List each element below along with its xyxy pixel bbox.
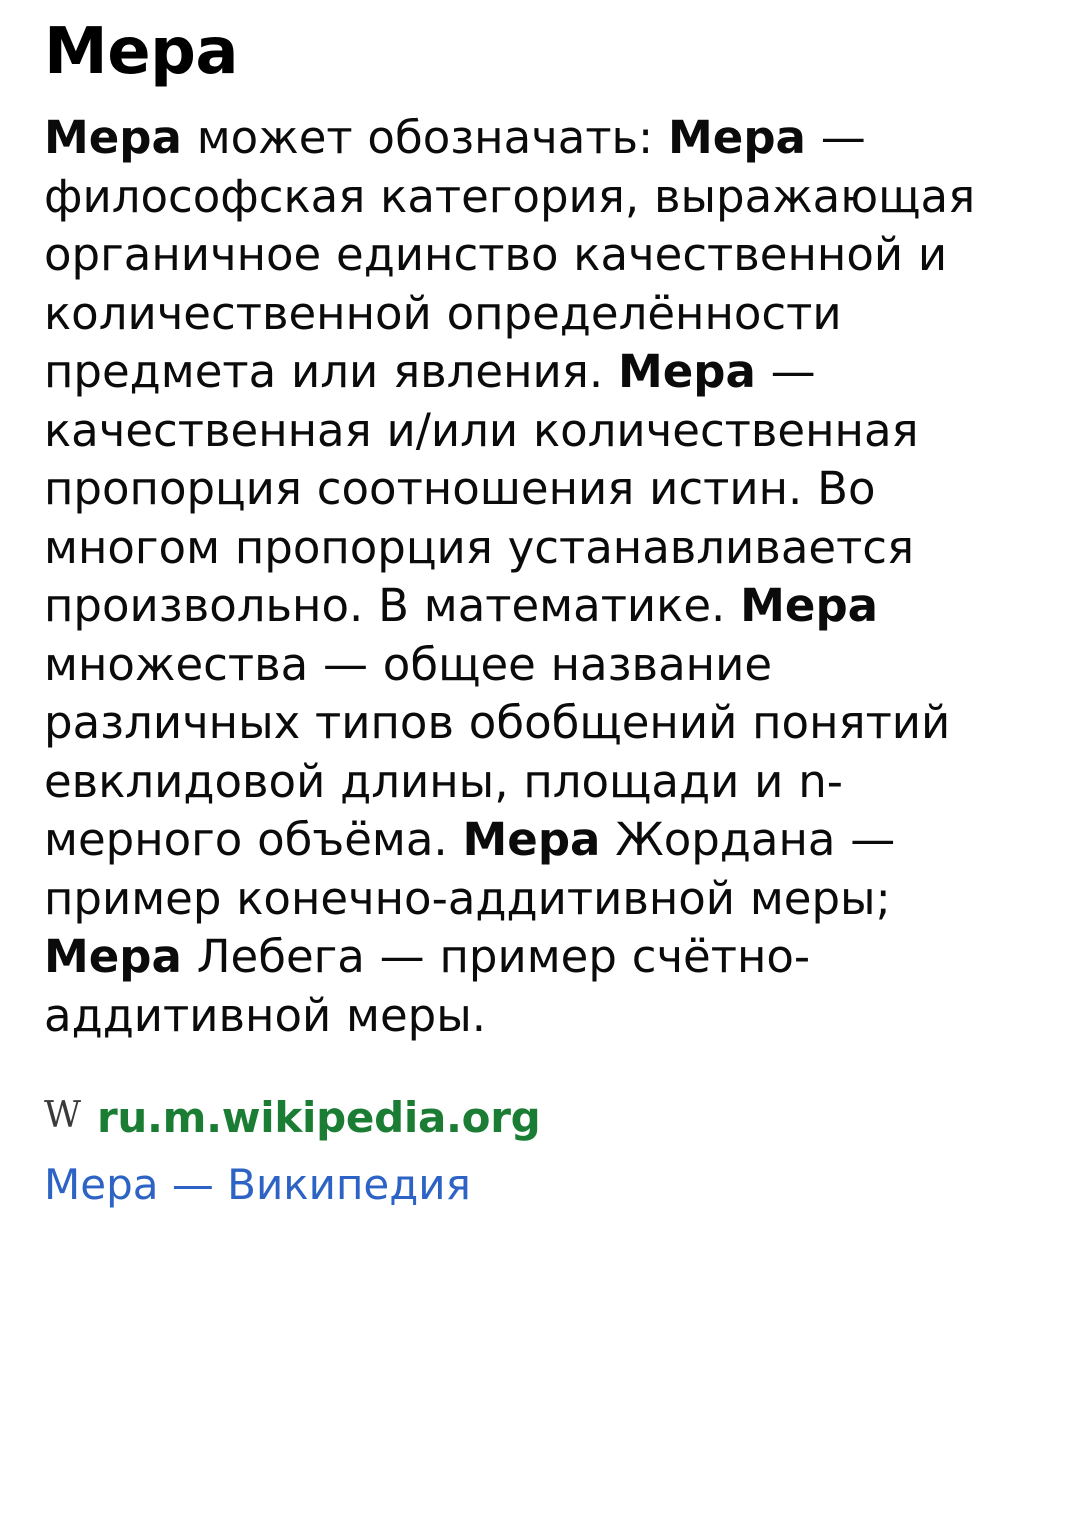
source-domain-label[interactable]: ru.m.wikipedia.org (97, 1093, 541, 1143)
article-term: Мера (44, 930, 182, 984)
article-term: Мера (668, 111, 806, 165)
page-title: Мера (44, 15, 239, 89)
source-page-link[interactable]: Мера — Википедия (44, 1160, 471, 1210)
article-text: Лебега — пример счётно-аддитивной меры. (44, 930, 811, 1042)
article-term: Мера (617, 345, 756, 399)
article-term: Мера (462, 813, 601, 867)
source-attribution[interactable] (44, 1093, 1024, 1142)
article-body (44, 109, 1024, 1045)
wikipedia-w-icon: W (44, 1094, 82, 1136)
article-term: Мера (740, 579, 879, 633)
article-text: — философская категория, выражающая органичное единство качественной и количественной определённости предмета или явления. (44, 111, 976, 399)
article-text: — качественная и/или количественная пропорция соотношения истин. Во многом пропорция устанавливается произвольно. В математике. (44, 345, 919, 633)
article-term: Мера (44, 111, 182, 165)
article-text: может обозначать: (181, 111, 669, 165)
article-text: Жордана — пример конечно-аддитивной меры; (44, 813, 896, 925)
article-text: множества — общее название различных типов обобщений понятий евклидовой длины, площади и n-мерного объёма. (44, 637, 951, 867)
